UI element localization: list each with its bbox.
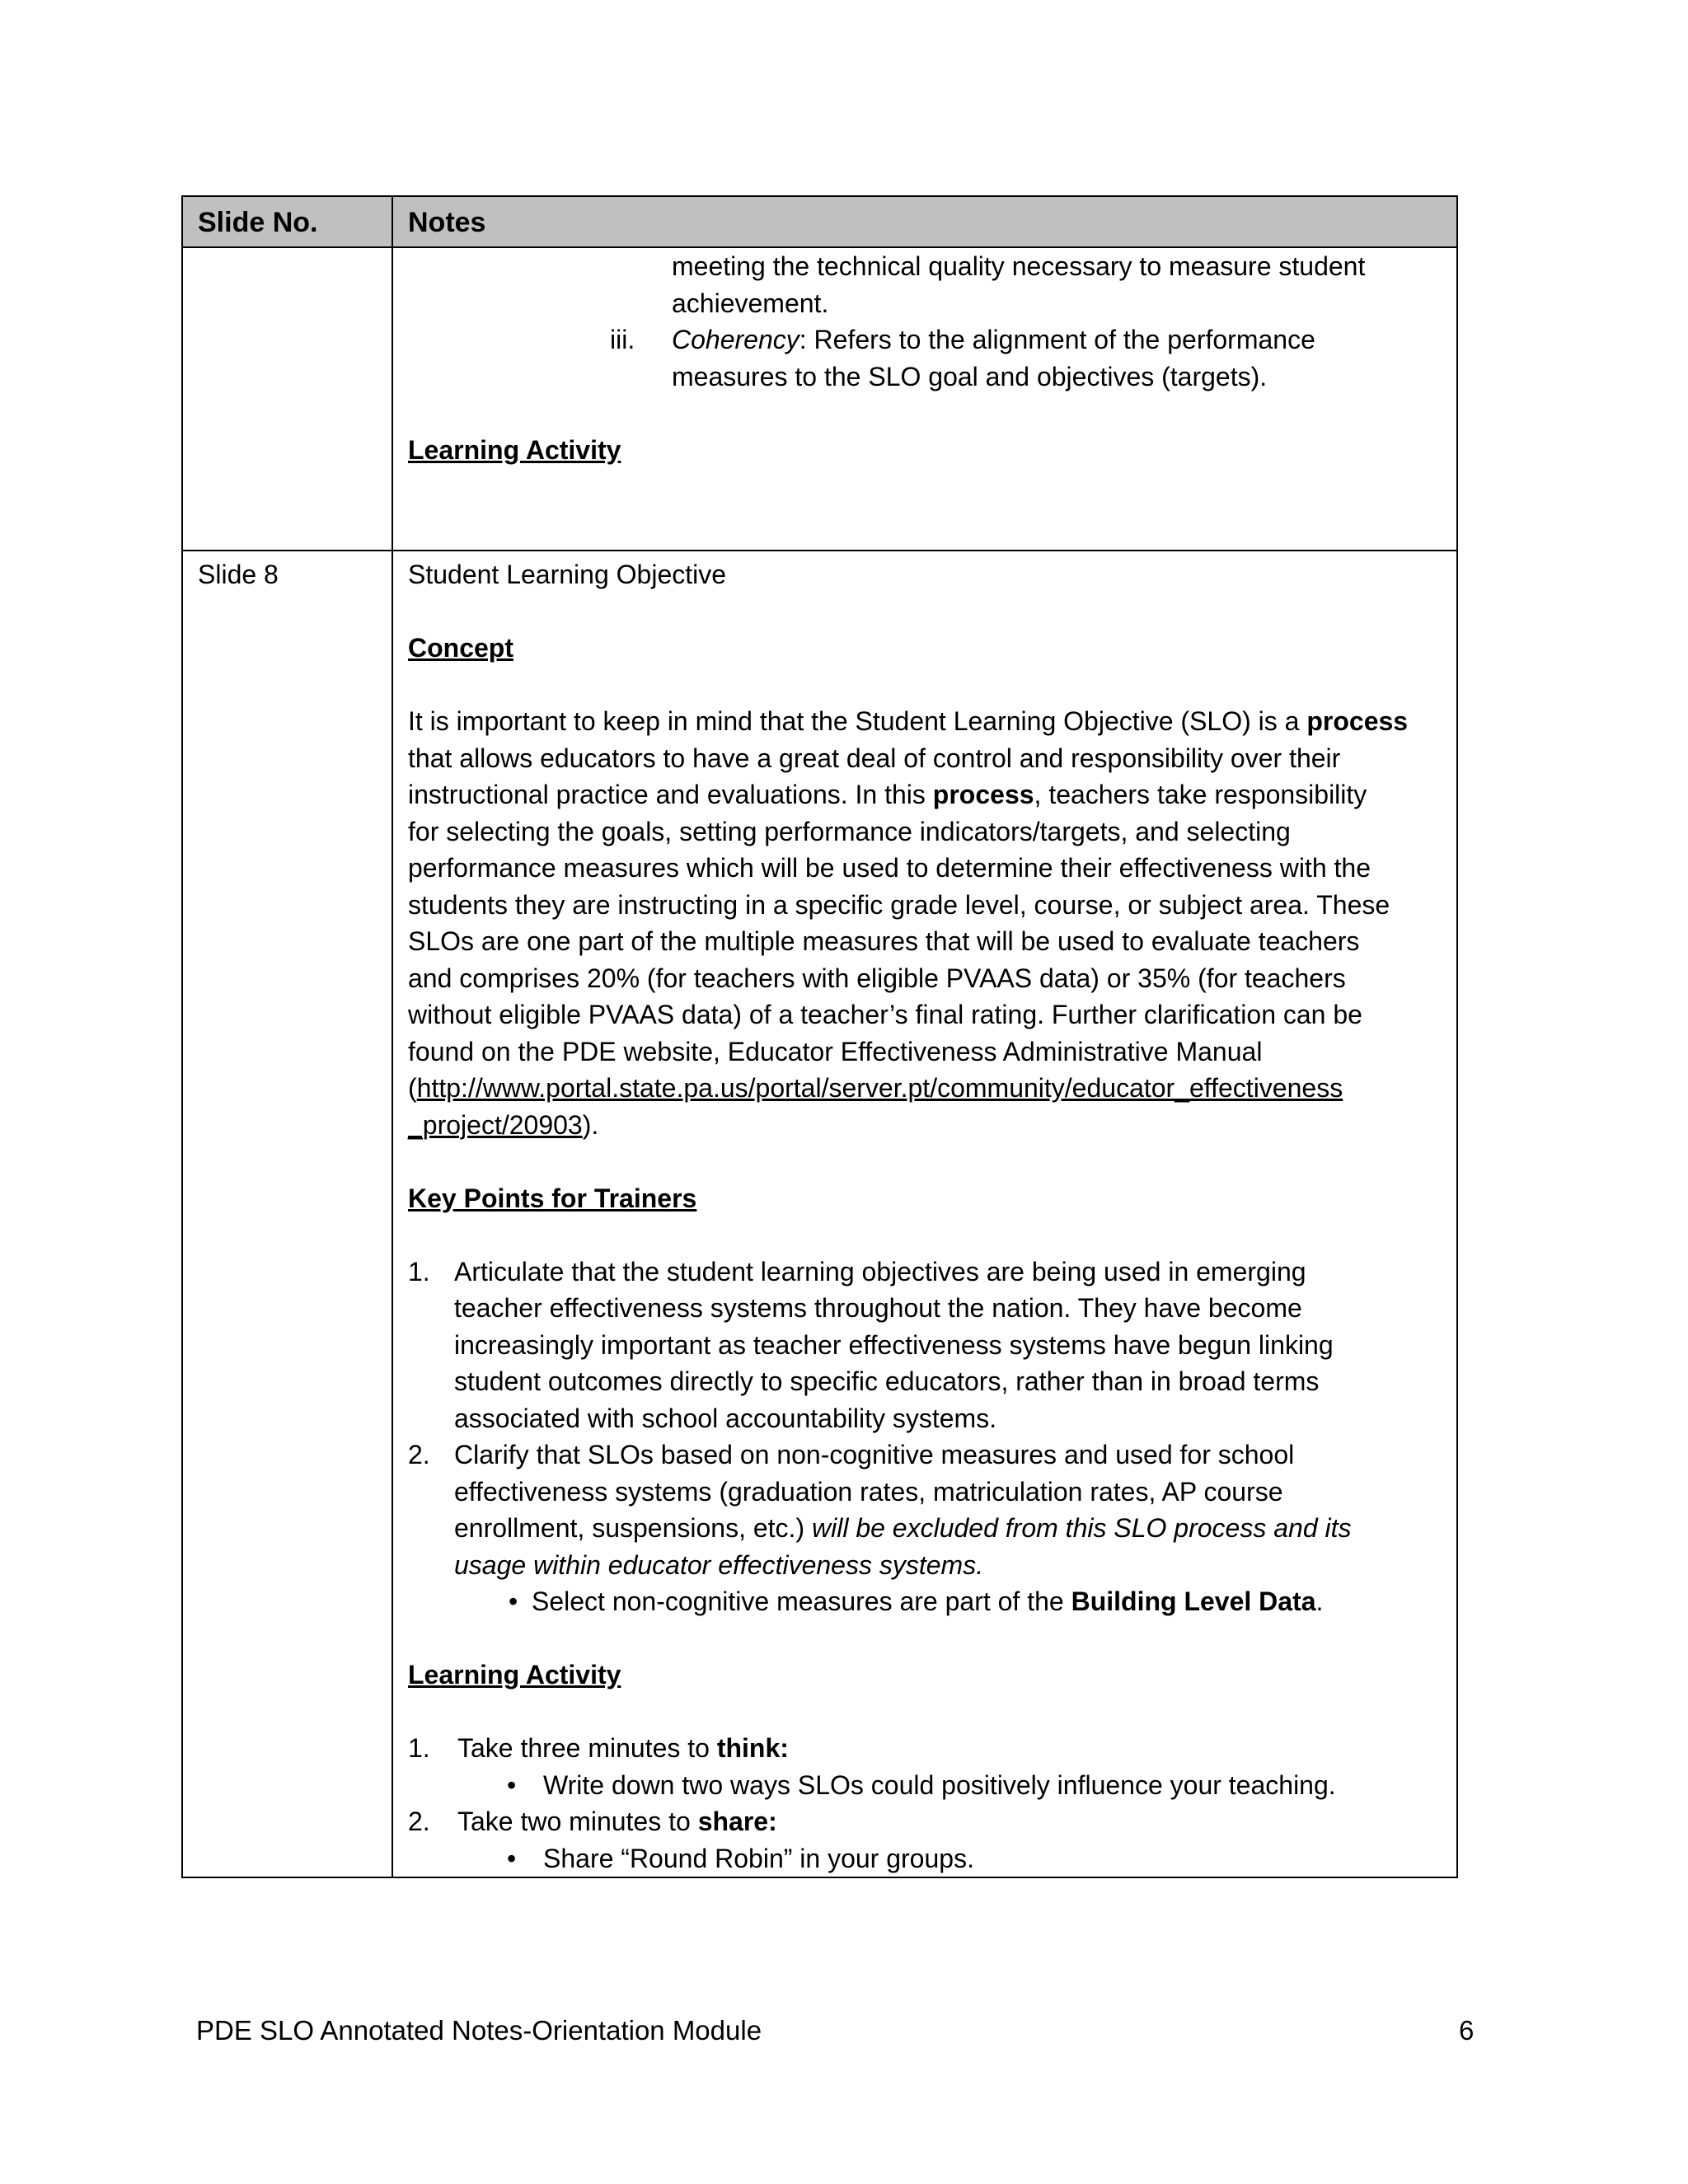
text-span: Share “Round Robin” in your groups. (543, 1843, 974, 1873)
text-span: enrollment, suspensions, etc.) (454, 1513, 812, 1543)
sub-bullet-item (408, 1583, 1442, 1620)
text-span: It is important to keep in mind that the Student Learning Objective (SLO) is a (408, 706, 1307, 736)
italic-text: usage within educator effectiveness systems. (454, 1549, 984, 1580)
text-line: that allows educators to have a great deal of control and responsibility over their (408, 743, 1341, 773)
bold-text: share: (697, 1807, 777, 1836)
text-span: Take three minutes to (457, 1733, 717, 1763)
bold-text: Building Level Data (1071, 1586, 1316, 1616)
text-line: performance measures which will be used to determine their effectiveness with the (408, 853, 1371, 883)
text-line: students they are instructing in a specific grade level, course, or subject area. These (408, 889, 1390, 920)
text-span: , teachers take responsibility (1034, 780, 1367, 809)
sub-bullet-item (408, 1767, 1442, 1804)
bullet-icon: • (509, 1586, 518, 1616)
text-line: Articulate that the student learning objectives are being used in emerging (454, 1256, 1306, 1286)
text-span: Select non-cognitive measures are part of the (532, 1586, 1071, 1616)
roman-numeral: iii. (610, 325, 635, 354)
text-line: and comprises 20% (for teachers with eligible PVAAS data) or 35% (for teachers (408, 963, 1346, 993)
list-item (408, 1436, 1442, 1583)
list-number: 1. (408, 1256, 430, 1286)
text-line (408, 285, 1442, 322)
header-notes: Notes (392, 196, 1457, 247)
text-line: effectiveness systems (graduation rates, matriculation rates, AP course (454, 1476, 1283, 1507)
list-item (408, 1730, 1442, 1767)
slide-title: Student Learning Objective (408, 560, 727, 589)
text-line: without eligible PVAAS data) of a teacher’s final rating. Further clarification can be (408, 1000, 1362, 1029)
roman-list-item (408, 321, 1442, 359)
text-line: associated with school accountability systems. (454, 1403, 997, 1433)
text-line: Clarify that SLOs based on non-cognitive measures and used for school (454, 1440, 1295, 1469)
educator-effectiveness-link[interactable]: http://www.portal.state.pa.us/portal/server.pt/community/educator_effectiveness (416, 1073, 1343, 1103)
learning-activity-heading: Learning Activity (408, 434, 621, 465)
text-span: measures to the SLO goal and objectives (targets). (672, 361, 1268, 391)
list-number: 2. (408, 1440, 430, 1469)
text-span: Write down two ways SLOs could positively influence your teaching. (543, 1769, 1336, 1800)
text-line: SLOs are one part of the multiple measures that will be used to evaluate teachers (408, 926, 1360, 956)
page-number: 6 (1459, 2015, 1475, 2046)
notes-table (181, 195, 1458, 1878)
text-line (408, 248, 1442, 285)
list-item (408, 1803, 1442, 1840)
bold-text: process (932, 780, 1034, 809)
bullet-icon: • (507, 1769, 517, 1800)
text-span: ). (582, 1109, 599, 1140)
bold-text: think: (716, 1733, 789, 1763)
footer-title: PDE SLO Annotated Notes-Orientation Module (196, 2015, 762, 2046)
italic-text: will be excluded from this SLO process and its (811, 1513, 1352, 1543)
text-span: instructional practice and evaluations. In this (408, 780, 933, 809)
text-line: for selecting the goals, setting performance indicators/targets, and selecting (408, 816, 1291, 846)
text-span: meeting the technical quality necessary to measure student (672, 251, 1366, 281)
coherency-term: Coherency (672, 325, 799, 354)
list-number: 2. (408, 1807, 430, 1836)
table-row (182, 247, 1457, 551)
concept-paragraph (408, 703, 1442, 1143)
text-span: Take two minutes to (457, 1807, 698, 1836)
text-span: achievement. (672, 288, 829, 318)
concept-heading: Concept (408, 633, 513, 663)
text-span: ( (408, 1073, 417, 1103)
text-line (408, 359, 1442, 396)
header-slide-no: Slide No. (182, 196, 392, 247)
notes-cell (392, 551, 1457, 1877)
educator-effectiveness-link-cont[interactable]: _project/20903 (408, 1109, 583, 1140)
slide-cell: Slide 8 (182, 551, 392, 1877)
bold-text: process (1306, 706, 1409, 736)
table-header-row (182, 196, 1457, 247)
bullet-icon: • (507, 1843, 517, 1873)
text-line: teacher effectiveness systems throughout the nation. They have become (454, 1293, 1302, 1323)
sub-bullet-item (408, 1840, 1442, 1877)
notes-cell (392, 247, 1457, 551)
text-span: : Refers to the alignment of the performance (799, 325, 1315, 354)
text-line: student outcomes directly to specific educators, rather than in broad terms (454, 1366, 1320, 1396)
table-row (182, 551, 1457, 1877)
text-line: found on the PDE website, Educator Effectiveness Administrative Manual (408, 1036, 1263, 1066)
list-item (408, 1254, 1442, 1437)
text-line: increasingly important as teacher effectiveness systems have begun linking (454, 1329, 1334, 1360)
slide-cell (182, 247, 392, 551)
learning-activity-heading: Learning Activity (408, 1660, 621, 1690)
list-number: 1. (408, 1733, 430, 1763)
key-points-heading: Key Points for Trainers (408, 1183, 697, 1213)
text-span: . (1315, 1586, 1324, 1616)
